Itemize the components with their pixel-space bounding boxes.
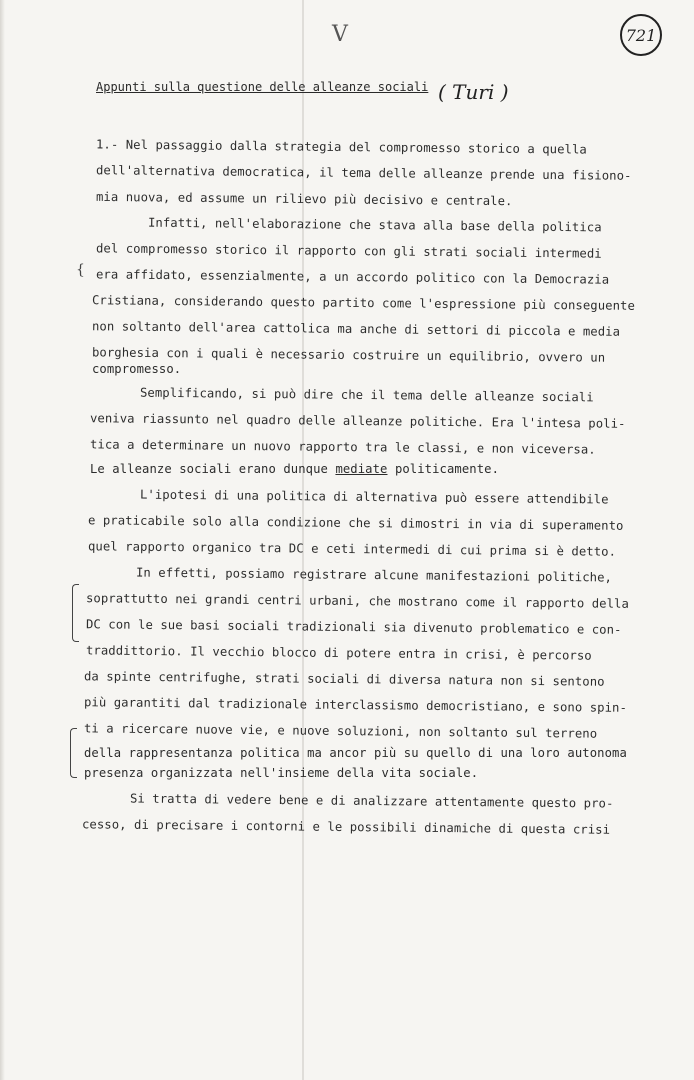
margin-bracket	[72, 584, 79, 642]
body-line: della rappresentanza politica ma ancor più su quello di una loro autonoma	[84, 746, 627, 760]
body-line: borghesia con i quali è necessario costruire un equilibrio, ovvero un	[91, 345, 606, 365]
body-line: soprattutto nei grandi centri urbani, che mostrano come il rapporto della	[85, 591, 629, 611]
body-line	[90, 462, 499, 476]
paper-fold	[302, 0, 304, 1080]
body-line: era affidato, essenzialmente, a un accordo politico con la Democrazia	[95, 267, 610, 287]
check-mark: V	[332, 22, 348, 47]
body-line: del compromesso storico il rapporto con gli strati sociali intermedi	[95, 241, 602, 261]
page-number-stamp: 721	[620, 14, 662, 56]
body-line: 1.- Nel passaggio dalla strategia del compromesso storico a quella	[95, 137, 587, 157]
body-line: non soltanto dell'area cattolica ma anche di settori di piccola e media	[91, 319, 621, 339]
margin-mark: {	[76, 262, 85, 278]
body-line: DC con le sue basi sociali tradizionali sia divenuto problematico e con-	[85, 617, 622, 637]
body-line: Si tratta di vedere bene e di analizzare attentamente questo pro-	[129, 791, 614, 811]
body-line: In effetti, possiamo registrare alcune manifestazioni politiche,	[135, 565, 613, 585]
body-line: presenza organizzata nell'insieme della vita sociale.	[84, 766, 479, 780]
body-line: da spinte centrifughe, strati sociali di diversa natura non si sentono	[83, 669, 605, 689]
body-line: Infatti, nell'elaborazione che stava alla base della politica	[147, 215, 602, 235]
body-line: quel rapporto organico tra DC e ceti intermedi di cui prima si è detto.	[87, 539, 617, 559]
body-line: traddittorio. Il vecchio blocco di potere entra in crisi, è percorso	[85, 643, 592, 663]
handwritten-note: ( Turi )	[438, 80, 509, 104]
body-line: veniva riassunto nel quadro delle alleanze politiche. Era l'intesa poli-	[89, 411, 626, 431]
body-text: Le alleanze sociali erano dunque	[90, 462, 328, 476]
body-line: Semplificando, si può dire che il tema delle alleanze sociali	[139, 385, 594, 405]
body-line: dell'alternativa democratica, il tema delle alleanze prende una fisiono-	[95, 163, 632, 183]
margin-bracket	[70, 728, 77, 778]
body-line: compromesso.	[92, 362, 182, 376]
document-title: Appunti sulla questione delle alleanze sociali	[96, 80, 429, 94]
body-line: cesso, di precisare i contorni e le possibili dinamiche di questa crisi	[81, 817, 611, 837]
body-text: politicamente.	[394, 462, 500, 476]
body-line: L'ipotesi di una politica di alternativa può essere attendibile	[139, 487, 609, 507]
body-line: Cristiana, considerando questo partito come l'espressione più conseguente	[91, 293, 635, 313]
underlined-word: mediate	[335, 462, 388, 476]
body-line: e praticabile solo alla condizione che si dimostri in via di superamento	[87, 513, 624, 533]
body-line: tica a determinare un nuovo rapporto tra le classi, e non viceversa.	[89, 437, 596, 457]
body-line: più garantiti dal tradizionale interclassismo democristiano, e sono spin-	[83, 695, 627, 715]
paper-edge	[0, 0, 5, 1080]
body-line: ti a ricercare nuove vie, e nuove soluzioni, non soltanto sul terreno	[83, 721, 598, 741]
body-line: mia nuova, ed assume un rilievo più decisivo e centrale.	[95, 189, 513, 209]
